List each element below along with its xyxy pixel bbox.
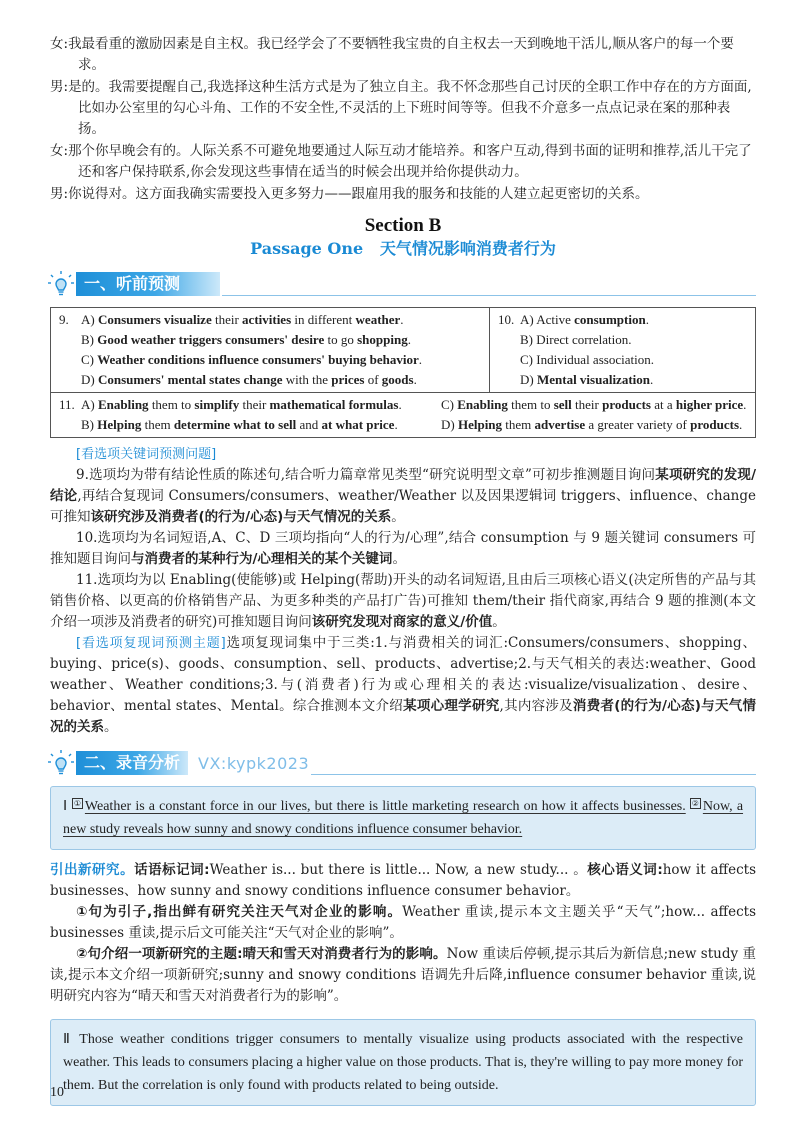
sentence-marker: ② [691, 799, 699, 808]
dialogue-line [50, 141, 756, 183]
option-item [498, 310, 749, 330]
section-banner-prediction [46, 269, 756, 299]
option-item [419, 415, 749, 435]
analysis-paragraphs [50, 465, 756, 633]
option-letter: D) [81, 372, 98, 387]
option-text: a greater variety of [585, 417, 691, 432]
option-text: . [394, 417, 398, 432]
key-conclusion: ②句介绍一项新研究的主题:晴天和雪天对消费者行为的影响。 [76, 946, 447, 962]
option-keyword: prices [331, 372, 365, 387]
options-row [51, 308, 755, 393]
option-text: of [364, 372, 382, 387]
option-text: to go [324, 332, 358, 347]
option-item [59, 330, 483, 350]
options-box [50, 307, 756, 438]
option-text: their [211, 312, 243, 327]
analysis-text: 。 [392, 551, 406, 567]
option-keyword: Helping [97, 417, 142, 432]
theme-text: 选项复现词集中于三类:1.与消费相关的词汇:Consumers/consumers、shopping、buying、price(s)、goods、consumption、sell、products、advertise;2.与天气相关的表达:weather、Good weather、Weather conditions;3.与(消费者)行为或心理相关的表达:visualize/visualization、desire、behavior、mental states、Mental。综合推测本文介绍 [50, 635, 757, 714]
option-text: their [571, 397, 603, 412]
option-letter: A) [81, 312, 98, 327]
option-keyword: Consumers visualize [97, 312, 212, 327]
option-text: . [407, 332, 411, 347]
option-keyword: products [690, 417, 740, 432]
option-item [59, 370, 483, 390]
analysis-text: 9.选项均为带有结论性质的陈述句,结合听力篇章常见类型“研究说明型文章”可初步推测题目询问 [76, 467, 656, 483]
key-conclusion: 该研究涉及消费者(的行为/心态)与天气情况的关系 [90, 509, 392, 525]
option-text: them [141, 417, 174, 432]
option-letter: B) [81, 332, 98, 347]
question-11-options [51, 393, 755, 437]
analysis-paragraph [50, 528, 756, 570]
key-conclusion: ①句为引子,指出鲜有研究关注天气对企业的影响。 [76, 904, 403, 920]
option-keyword: consumption [574, 312, 646, 327]
option-item [498, 370, 749, 390]
watermark-text: VX:kypk2023 [198, 753, 310, 773]
option-item [59, 415, 419, 435]
dialogue-text: 我最看重的激励因素是自主权。我已经学会了不要牺牲我宝贵的自主权去一天到晚地干活儿,顺从客户的每一个要求。 [68, 36, 734, 73]
question-number: 10. [498, 312, 515, 327]
option-keyword: Weather conditions influence consumers' buying behavior [97, 352, 419, 367]
commentary-point-2 [50, 944, 756, 1007]
paragraph-numeral: Ⅱ [63, 1032, 73, 1047]
option-letter: A) [520, 312, 537, 327]
key-conclusion: 与消费者的某种行为/心理相关的某个关键词 [131, 551, 393, 567]
lightbulb-icon [46, 748, 76, 778]
sentence-marker: ① [73, 799, 81, 808]
analysis-text: 10.选项均为名词短语,A、C、D 三项均指向“人的行为/心理”,结合 consumption 与 9 题关键词 consumers 可推知题目询问 [50, 530, 756, 567]
option-keyword: products [602, 397, 651, 412]
dialogue-text: 你说得对。这方面我确实需要投入更多努力——跟雇用我的服务和技能的人建立起更密切的关系。 [68, 186, 649, 202]
option-keyword: Enabling [97, 397, 149, 412]
option-keyword: advertise [534, 417, 586, 432]
option-keyword: weather [355, 312, 401, 327]
option-keyword: sell [553, 397, 572, 412]
option-letter: D) [441, 417, 458, 432]
section-title: Section B [364, 215, 442, 236]
option-item [59, 310, 483, 330]
option-text: . [650, 372, 654, 387]
option-keyword: mathematical formulas [269, 397, 399, 412]
theme-text: ,其内容涉及 [499, 698, 573, 714]
markers-text: Weather is... but there is little... Now, a new study... 。 [209, 862, 588, 878]
option-item [498, 330, 749, 350]
option-text: . [400, 312, 404, 327]
option-letter: C) [81, 352, 98, 367]
question-number: 11. [59, 397, 75, 412]
option-letter: B) [81, 417, 98, 432]
option-keyword: Enabling [457, 397, 508, 412]
option-keyword: Good weather triggers consumers' desire [97, 332, 325, 347]
option-text: . [398, 397, 402, 412]
option-text: in different [291, 312, 356, 327]
passage-label: Passage One [250, 239, 364, 258]
speaker-label: 女: [50, 143, 69, 159]
dialogue-line [50, 184, 756, 205]
analysis-text: 11.选项均为以 Enabling(使能够)或 Helping(帮助)开头的动名词短语,且由后三项核心语义(决定所售的产品与其销售价格、以更高的价格销售产品、为更多种类的产品打广告)可推知 them/their 指代商家,再结合 9 题的推测(本文介绍一项涉及消费者的研究)可推知题目询问 [50, 572, 756, 630]
transcript-box-1 [50, 786, 756, 850]
commentary-text: Now 重读后停顿,提示其后为新信息;new study 重读,提示本文介绍一项新研究;sunny and snowy conditions 语调先升后降,influence consumer behavior 重读,说明研究内容为“晴天和雪天对消费者行为的影响”。 [50, 946, 757, 1004]
option-keyword: at what price [321, 417, 395, 432]
lightbulb-icon [46, 269, 76, 299]
theme-text: 。 [104, 719, 118, 735]
transcript-text: Those weather conditions trigger consumers to mentally visualize using products associated with the respective weather. This leads to consumers placing a higher value on those products. That is, they're willing to pay more money for them. But the correlation is only found with products related to being outside. [63, 1032, 744, 1093]
transcript-sentence: Now, a new study reveals how sunny and snowy conditions influence consumer behavior. [63, 799, 744, 837]
commentary-intro [50, 860, 756, 902]
option-keyword: shopping [357, 332, 408, 347]
option-keyword: higher price [675, 397, 744, 412]
dialogue-line [50, 77, 756, 140]
option-text: . [645, 312, 649, 327]
option-text: and [296, 417, 322, 432]
option-keyword: Consumers' mental states change [97, 372, 283, 387]
section-banner-analysis [46, 748, 756, 778]
theme-paragraph [50, 633, 756, 738]
dialogue-line [50, 34, 756, 76]
option-keyword: simplify [194, 397, 240, 412]
option-text: them [502, 417, 535, 432]
question-number: 9. [59, 312, 69, 327]
paragraph-numeral: Ⅰ [63, 799, 68, 814]
option-keyword: determine what to sell [173, 417, 297, 432]
option-text: . [739, 417, 743, 432]
option-item [59, 395, 419, 415]
core-label: 核心语义词: [587, 862, 663, 878]
option-keyword: goods [381, 372, 414, 387]
transcript-sentence: Weather is a constant force in our lives, but there is little marketing research on how it affects businesses. [84, 799, 686, 814]
analysis-text: 。 [391, 509, 405, 525]
option-keyword: Helping [457, 417, 503, 432]
commentary-point-1 [50, 902, 756, 944]
question-10-options [490, 308, 755, 392]
option-item [498, 350, 749, 370]
page [50, 34, 756, 1116]
option-item [59, 350, 483, 370]
page-number: 10 [50, 1085, 64, 1100]
option-text: their [239, 397, 270, 412]
banner-rule [311, 774, 756, 775]
option-keyword: Mental visualization [536, 372, 650, 387]
option-text: them to [507, 397, 554, 412]
analysis-paragraph [50, 570, 756, 633]
option-text: Direct correlation. [536, 332, 632, 347]
speaker-label: 男: [50, 79, 69, 95]
commentary-text: Weather 重读,提示本文主题关乎“天气”;how... affects businesses 重读,提示后文可能关注“天气对企业的影响”。 [50, 904, 756, 941]
option-item [419, 395, 749, 415]
option-text: Active [536, 312, 575, 327]
option-letter: A) [81, 397, 98, 412]
option-letter: C) [520, 352, 537, 367]
analysis-text: ,再结合复现词 Consumers/consumers、weather/Weather 以及因果逻辑词 triggers、influence、change 可推知 [50, 488, 756, 525]
option-keyword: activities [242, 312, 292, 327]
option-letter: C) [441, 397, 458, 412]
option-text: them to [148, 397, 195, 412]
option-text: Individual association. [536, 352, 654, 367]
lead-label: 引出新研究。 [50, 862, 135, 878]
option-text: . [418, 352, 423, 367]
option-letter: D) [520, 372, 537, 387]
dialogue-transcript [50, 34, 756, 205]
banner-rule [222, 295, 756, 296]
dialogue-text: 是的。我需要提醒自己,我选择这种生活方式是为了独立自主。我不怀念那些自己讨厌的全职工作中存在的方方面面,比如办公室里的勾心斗角、工作的不安全性,不灵活的上下班时间等等。但我不介意多一点点记录在案的那种表扬。 [68, 79, 752, 137]
analysis-paragraph [50, 465, 756, 528]
passage-name: 天气情况影响消费者行为 [379, 239, 556, 258]
markers-label: 话语标记词: [134, 862, 210, 878]
banner-title: 一、听前预测 [76, 272, 220, 296]
key-conclusion: 该研究发现对商家的意义/价值 [311, 614, 493, 630]
key-conclusion: 消费者(的行为/心态)与天气情况的关系 [50, 698, 756, 735]
transcript-box-2 [50, 1019, 756, 1106]
key-conclusion: 某项研究的发现/结论 [50, 467, 756, 504]
key-conclusion: 某项心理学研究 [403, 698, 500, 714]
keyword-tag: [看选项复现词预测主题] [76, 636, 226, 651]
speaker-label: 女: [50, 36, 69, 52]
keyword-tag: [看选项关键词预测问题] [76, 447, 217, 462]
analysis-text: 。 [492, 614, 506, 630]
passage-title [50, 238, 756, 259]
banner-title: 二、录音分析 [76, 751, 188, 775]
option-text: at a [650, 397, 676, 412]
core-text: how it affects businesses、how sunny and snowy conditions influence consumer behavior。 [50, 862, 757, 899]
option-letter: B) [520, 332, 537, 347]
option-text: . [413, 372, 417, 387]
option-text: . [743, 397, 747, 412]
question-9-options [51, 308, 490, 392]
speaker-label: 男: [50, 186, 69, 202]
dialogue-text: 那个你早晚会有的。人际关系不可避免地要通过人际互动才能培养。和客户互动,得到书面的证明和推荐,活儿干完了还和客户保持联系,你会发现这些事情在适当的时候会出现并给你提供动力。 [68, 143, 752, 180]
option-text: with the [282, 372, 332, 387]
